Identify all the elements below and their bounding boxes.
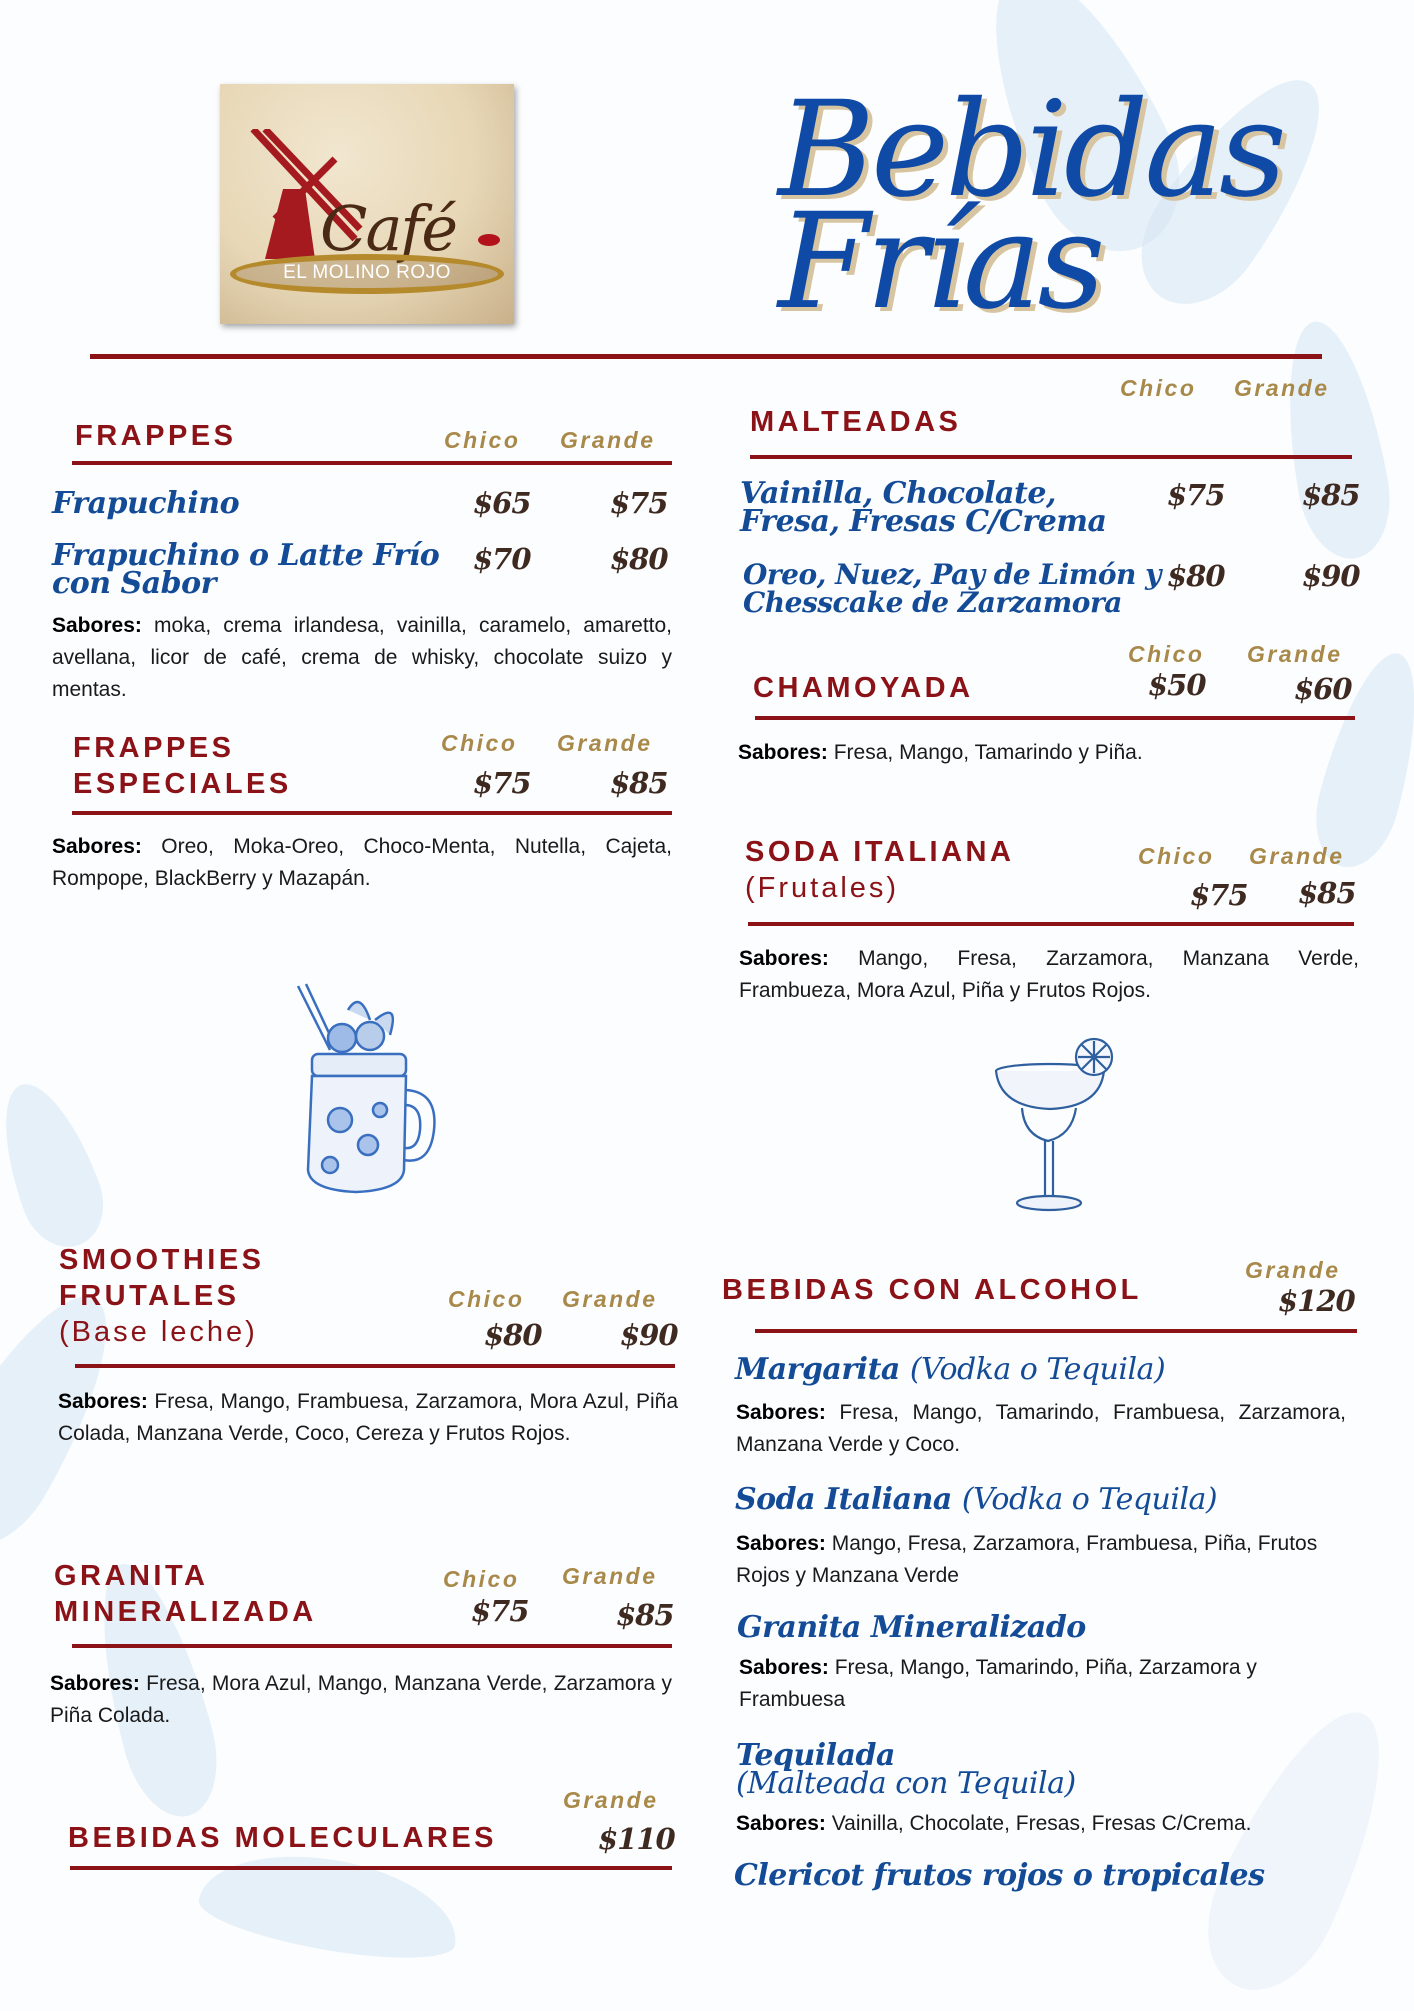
size-label-grande: Grande [562, 1563, 658, 1589]
item-name-line: Chesscake de Zarzamora [743, 586, 1122, 619]
section-divider [755, 716, 1355, 720]
flavors-label: Sabores: [739, 947, 829, 970]
item-name-line: Vainilla, Chocolate, [740, 476, 1056, 511]
page-title [778, 73, 1283, 339]
size-label-chico: Chico [1120, 375, 1197, 401]
flavors-label: Sabores: [52, 835, 142, 858]
price-chico: $65 [473, 486, 531, 520]
price-chico: $80 [1167, 559, 1225, 593]
menu-item-name [735, 1352, 1166, 1387]
item-name: Tequilada [736, 1738, 895, 1773]
price-chico: $75 [1190, 878, 1248, 912]
section-subtitle: (Base leche) [59, 1316, 258, 1348]
price-grande: $75 [610, 486, 668, 520]
size-label-chico: Chico [443, 1566, 520, 1592]
section-title-granita-mineralizada [54, 1558, 317, 1630]
flavors-list: Fresa, Mango, Tamarindo, Piña, Zarzamora y Frambuesa [739, 1656, 1257, 1711]
flavors-list: Fresa, Mango, Frambuesa, Zarzamora, Mora Azul, Piña Colada, Manzana Verde, Coco, Cereza y Frutos Rojos. [58, 1390, 678, 1445]
section-title-line: MINERALIZADA [54, 1596, 317, 1628]
section-title-malteadas: MALTEADAS [750, 406, 962, 438]
price-grande: $60 [1294, 672, 1352, 706]
price-chico: $75 [473, 766, 531, 800]
price-grande: $110 [598, 1822, 675, 1856]
section-divider [75, 1364, 675, 1368]
size-label-grande: Grande [1234, 375, 1330, 401]
item-name-line: Oreo, Nuez, Pay de Limón y [743, 558, 1161, 591]
size-label-chico: Chico [444, 427, 521, 453]
item-name: Margarita [735, 1352, 900, 1387]
section-divider [72, 811, 672, 815]
watercolor-leaf-decoration [1270, 314, 1400, 566]
flavors-list: Fresa, Mora Azul, Mango, Manzana Verde, Zarzamora y Piña Colada. [50, 1672, 672, 1727]
section-title-bebidas-moleculares: BEBIDAS MOLECULARES [68, 1822, 498, 1854]
section-subtitle: (Frutales) [745, 872, 900, 904]
flavors-text [52, 831, 672, 895]
price-chico: $80 [484, 1318, 542, 1352]
menu-item-name [734, 1858, 1265, 1893]
flavors-list: Oreo, Moka-Oreo, Choco-Menta, Nutella, Cajeta, Rompope, BlackBerry y Mazapán. [52, 835, 672, 890]
size-label-grande: Grande [557, 730, 653, 756]
item-name: Granita Mineralizado [737, 1610, 1086, 1645]
price-grande: $80 [610, 542, 668, 576]
price-chico: $75 [471, 1594, 529, 1628]
title-line-1: Bebidas [778, 73, 1283, 227]
section-divider [70, 1866, 672, 1870]
price-grande: $85 [610, 766, 668, 800]
flavors-text [736, 1528, 1346, 1592]
section-divider [755, 1329, 1357, 1333]
price-chico: $75 [1167, 478, 1225, 512]
price-grande: $85 [1302, 478, 1360, 512]
flavors-list: Vainilla, Chocolate, Fresas, Fresas C/Crema. [831, 1812, 1252, 1835]
item-note: (Vodka o Tequila) [961, 1482, 1218, 1517]
item-name-line: con Sabor [52, 566, 216, 601]
lips-icon [478, 234, 500, 246]
section-title-line: FRUTALES [59, 1280, 240, 1312]
flavors-text [736, 1397, 1346, 1461]
section-title-line: SODA ITALIANA [745, 836, 1015, 868]
price-grande: $120 [1278, 1284, 1355, 1318]
flavors-text [736, 1808, 1356, 1840]
flavors-list: Fresa, Mango, Tamarindo, Frambuesa, Zarzamora, Manzana Verde y Coco. [736, 1401, 1346, 1456]
section-title-soda-italiana [745, 834, 1014, 906]
watercolor-leaf-decoration [1182, 1689, 1414, 2011]
size-label-grande: Grande [562, 1286, 658, 1312]
flavors-label: Sabores: [58, 1390, 148, 1413]
size-label-grande: Grande [1247, 641, 1343, 667]
price-grande: $85 [1298, 876, 1356, 910]
menu-item-name [736, 1738, 1076, 1801]
item-name-line: Fresa, Fresas C/Crema [740, 504, 1107, 539]
size-label-chico: Chico [1138, 843, 1215, 869]
mason-jar-smoothie-illustration [290, 980, 440, 1195]
section-divider [748, 922, 1354, 926]
section-divider [72, 461, 672, 465]
flavors-label: Sabores: [736, 1532, 826, 1555]
title-line-2: Frías [778, 185, 1102, 339]
price-chico: $50 [1148, 668, 1206, 702]
menu-item-name [743, 558, 1161, 619]
flavors-label: Sabores: [736, 1812, 826, 1835]
flavors-label: Sabores: [50, 1672, 140, 1695]
menu-item-name [737, 1610, 1086, 1645]
item-name: Clericot frutos rojos o tropicales [734, 1858, 1265, 1893]
item-note: (Malteada con Tequila) [736, 1766, 1076, 1801]
menu-item-name [52, 538, 440, 601]
flavors-text [50, 1668, 672, 1732]
section-title-smoothies [59, 1242, 265, 1350]
flavors-list: moka, crema irlandesa, vainilla, caramelo, amaretto, avellana, licor de café, crema de whisky, chocolate suizo y mentas. [52, 614, 673, 701]
watercolor-leaf-decoration [0, 1071, 117, 1258]
size-label-chico: Chico [448, 1286, 525, 1312]
price-grande: $85 [616, 1598, 674, 1632]
size-label-grande: Grande [560, 427, 656, 453]
size-label-chico: Chico [441, 730, 518, 756]
section-title-chamoyada: CHAMOYADA [753, 672, 974, 704]
flavors-label: Sabores: [739, 1656, 829, 1679]
section-divider [750, 455, 1352, 459]
price-grande: $90 [1302, 559, 1360, 593]
menu-item-name [735, 1482, 1218, 1517]
item-note: (Vodka o Tequila) [909, 1352, 1166, 1387]
cafe-el-molino-rojo-logo [220, 84, 514, 324]
section-title-line: ESPECIALES [73, 768, 292, 800]
flavors-text [52, 610, 672, 706]
margarita-glass-illustration [990, 1035, 1120, 1215]
menu-item-name: Frapuchino [52, 486, 240, 521]
flavors-label: Sabores: [736, 1401, 826, 1424]
size-label-grande: Grande [1249, 843, 1345, 869]
menu-item-name [740, 476, 1107, 539]
flavors-text [738, 737, 1158, 769]
item-name-line: Frapuchino o Latte Frío [52, 538, 440, 573]
section-title-bebidas-con-alcohol: BEBIDAS CON ALCOHOL [722, 1274, 1142, 1306]
item-name: Soda Italiana [735, 1482, 952, 1517]
flavors-text [739, 943, 1359, 1007]
flavors-list: Mango, Fresa, Zarzamora, Manzana Verde, Frambueza, Mora Azul, Piña y Frutos Rojos. [739, 947, 1360, 1002]
flavors-label: Sabores: [52, 614, 142, 637]
section-divider [72, 1644, 672, 1648]
flavors-text [58, 1386, 678, 1450]
logo-brand-name: EL MOLINO ROJO [283, 262, 451, 283]
section-title-line: SMOOTHIES [59, 1244, 265, 1276]
flavors-label: Sabores: [738, 741, 828, 764]
size-label-grande: Grande [1245, 1257, 1341, 1283]
flavors-list: Fresa, Mango, Tamarindo y Piña. [833, 741, 1143, 764]
section-title-frappes: FRAPPES [75, 420, 237, 452]
header-divider [90, 354, 1322, 359]
size-label-grande: Grande [563, 1787, 659, 1813]
watercolor-leaf-decoration [194, 1838, 466, 1972]
section-title-line: GRANITA [54, 1560, 209, 1592]
size-label-chico: Chico [1128, 641, 1205, 667]
section-title-line: FRAPPES [73, 732, 235, 764]
flavors-list: Mango, Fresa, Zarzamora, Frambuesa, Piña, Frutos Rojos y Manzana Verde [736, 1532, 1318, 1587]
price-chico: $70 [473, 542, 531, 576]
flavors-text [739, 1652, 1359, 1716]
section-title-frappes-especiales [73, 730, 292, 802]
price-grande: $90 [620, 1318, 678, 1352]
logo-script: Café [320, 192, 457, 265]
